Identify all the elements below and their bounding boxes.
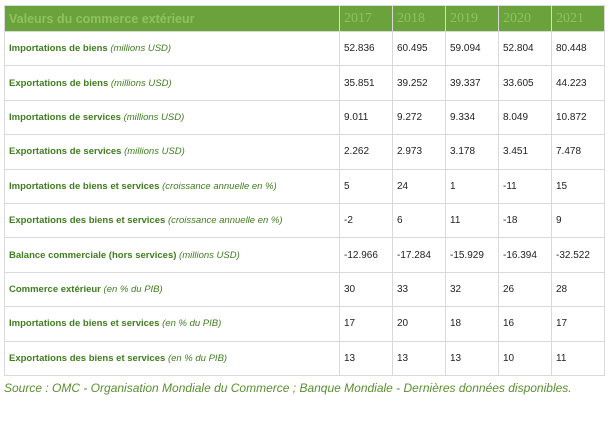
row-label-cell	[5, 341, 340, 375]
value-cell: 10.872	[552, 100, 605, 134]
value-cell: 33.605	[499, 66, 552, 100]
value-cell: 44.223	[552, 66, 605, 100]
source-note: Source : OMC - Organisation Mondiale du Commerce ; Banque Mondiale - Dernières données disponibles.	[4, 381, 572, 395]
row-unit: (croissance annuelle en %)	[162, 180, 277, 192]
header-year: 2018	[393, 6, 446, 32]
row-unit: (millions USD)	[123, 111, 185, 123]
value-cell: -12.966	[340, 238, 393, 272]
value-cell: 8.049	[499, 100, 552, 134]
value-cell: 80.448	[552, 32, 605, 66]
row-label-cell	[5, 32, 340, 66]
value-cell: 2.973	[393, 135, 446, 169]
row-unit: (millions USD)	[179, 249, 240, 261]
value-cell: 18	[446, 307, 499, 341]
row-label-cell	[5, 272, 340, 306]
table-row	[5, 169, 605, 203]
row-label: Exportations des biens et services	[9, 215, 166, 227]
value-cell: 39.337	[446, 66, 499, 100]
value-cell: 6	[393, 203, 446, 237]
row-label: Importations de biens et services	[9, 180, 160, 192]
value-cell: 16	[499, 307, 552, 341]
row-label: Importations de biens	[9, 43, 108, 55]
value-cell: 26	[499, 272, 552, 306]
value-cell: -15.929	[446, 238, 499, 272]
value-cell: 13	[393, 341, 446, 375]
value-cell: -17.284	[393, 238, 446, 272]
header-label: Valeurs du commerce extérieur	[5, 6, 340, 32]
row-unit: (millions USD)	[110, 77, 172, 89]
value-cell: 28	[552, 272, 605, 306]
value-cell: 3.178	[446, 135, 499, 169]
row-unit: (en % du PIB)	[167, 352, 228, 364]
table-row	[5, 307, 605, 341]
row-label: Commerce extérieur	[9, 283, 101, 295]
value-cell: 9	[552, 203, 605, 237]
table-row	[5, 32, 605, 66]
value-cell: 11	[552, 341, 605, 375]
header-year: 2020	[499, 6, 552, 32]
value-cell: 3.451	[499, 135, 552, 169]
value-cell: 24	[393, 169, 446, 203]
value-cell: 11	[446, 203, 499, 237]
row-label: Exportations des biens et services	[9, 352, 166, 364]
table-row	[5, 100, 605, 134]
value-cell: 39.252	[393, 66, 446, 100]
value-cell: 9.272	[393, 100, 446, 134]
value-cell: 32	[446, 272, 499, 306]
row-label-cell	[5, 135, 340, 169]
row-label: Balance commerciale (hors services)	[9, 249, 177, 261]
row-unit: (en % du PIB)	[103, 283, 163, 295]
trade-table-container	[4, 5, 604, 376]
value-cell: 52.804	[499, 32, 552, 66]
value-cell: 7.478	[552, 135, 605, 169]
header-year: 2017	[340, 6, 393, 32]
value-cell: 20	[393, 307, 446, 341]
value-cell: -11	[499, 169, 552, 203]
value-cell: 17	[340, 307, 393, 341]
value-cell: 59.094	[446, 32, 499, 66]
value-cell: 15	[552, 169, 605, 203]
table-row	[5, 238, 605, 272]
value-cell: 60.495	[393, 32, 446, 66]
header-year: 2021	[552, 6, 605, 32]
row-label-cell	[5, 100, 340, 134]
value-cell: -32.522	[552, 238, 605, 272]
value-cell: 33	[393, 272, 446, 306]
table-row	[5, 341, 605, 375]
trade-table	[4, 5, 605, 376]
table-header-row	[5, 6, 605, 32]
row-label: Exportations de biens	[9, 77, 109, 89]
table-row	[5, 66, 605, 100]
value-cell: 13	[340, 341, 393, 375]
value-cell: 17	[552, 307, 605, 341]
value-cell: 9.011	[340, 100, 393, 134]
table-row	[5, 272, 605, 306]
row-label-cell	[5, 203, 340, 237]
value-cell: 1	[446, 169, 499, 203]
table-body	[5, 32, 605, 376]
row-label: Importations de services	[9, 111, 121, 123]
value-cell: 52.836	[340, 32, 393, 66]
value-cell: 9.334	[446, 100, 499, 134]
value-cell: 2.262	[340, 135, 393, 169]
value-cell: -2	[340, 203, 393, 237]
value-cell: 13	[446, 341, 499, 375]
value-cell: -16.394	[499, 238, 552, 272]
row-label-cell	[5, 66, 340, 100]
row-label: Exportations de services	[9, 146, 122, 158]
header-year: 2019	[446, 6, 499, 32]
row-unit: (millions USD)	[110, 43, 172, 55]
row-label: Importations de biens et services	[9, 318, 160, 330]
value-cell: -18	[499, 203, 552, 237]
row-label-cell	[5, 307, 340, 341]
row-unit: (en % du PIB)	[162, 318, 222, 330]
table-row	[5, 135, 605, 169]
value-cell: 5	[340, 169, 393, 203]
value-cell: 30	[340, 272, 393, 306]
value-cell: 10	[499, 341, 552, 375]
row-label-cell	[5, 169, 340, 203]
value-cell: 35.851	[340, 66, 393, 100]
row-label-cell	[5, 238, 340, 272]
row-unit: (millions USD)	[124, 146, 185, 158]
row-unit: (croissance annuelle en %)	[167, 215, 283, 227]
table-row	[5, 203, 605, 237]
